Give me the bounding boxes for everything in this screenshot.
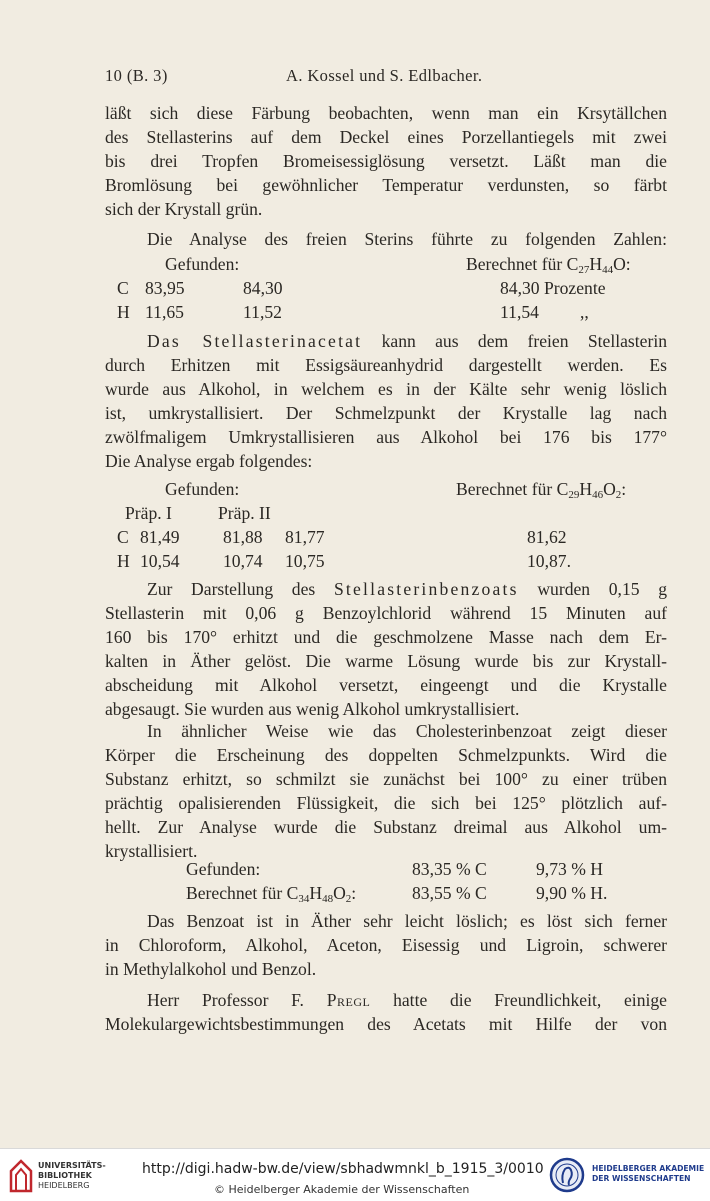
text-line: durch Erhitzen mit Essigsäureanhydrid dargestellt werden. Es bbox=[105, 355, 667, 376]
element-c: C bbox=[117, 278, 129, 298]
value-cell: 83,35 % C bbox=[412, 859, 487, 879]
running-head-authors: A. Kossel und S. Edlbacher. bbox=[286, 66, 483, 85]
academy-seal-icon bbox=[549, 1157, 585, 1193]
element-h: H bbox=[117, 302, 130, 322]
value-cell: 83,95 bbox=[145, 278, 185, 298]
value-cell: 9,90 % H. bbox=[536, 883, 608, 903]
calculated-formula: Berechnet für $C_{34}H_{48}O_2$: bbox=[186, 883, 357, 905]
prep-1-header: Präp. I bbox=[125, 503, 172, 523]
paragraph-1 bbox=[105, 101, 667, 221]
value-cell: 11,65 bbox=[145, 302, 184, 322]
element-c: C bbox=[117, 527, 129, 547]
text-line: bis drei Tropfen Bromeisessiglösung versetzt. Läßt man die bbox=[105, 151, 667, 172]
text-line: abscheidung mit Alkohol versetzt, eingeengt und die Krystalle bbox=[105, 675, 667, 696]
text-line: krystallisiert. bbox=[105, 841, 198, 862]
text-line: 160 bis 170° erhitzt und die geschmolzene Masse nach dem Er- bbox=[105, 627, 667, 648]
text-line: Herr Professor F. Pregl hatte die Freundlichkeit, einige bbox=[147, 990, 667, 1010]
value-cell: 10,54 bbox=[140, 551, 180, 571]
author-name: Pregl bbox=[326, 990, 371, 1010]
text-line: Stellasterin mit 0,06 g Benzoylchlorid während 15 Minuten auf bbox=[105, 603, 667, 624]
text-line: ist, umkrystallisiert. Der Schmelzpunkt der Krystalle lag nach bbox=[105, 403, 667, 424]
text-line: hellt. Zur Analyse wurde die Substanz dreimal aus Alkohol um- bbox=[105, 817, 667, 838]
text-line: Bromlösung bei gewöhnlicher Temperatur verdunsten, so färbt bbox=[105, 175, 667, 196]
calculated-value: 84,30 Prozente bbox=[500, 278, 606, 298]
academy-logo-text: HEIDELBERGER AKADEMIE DER WISSENSCHAFTEN bbox=[592, 1164, 705, 1183]
paragraph-7 bbox=[105, 988, 667, 1036]
text-line: Zur Darstellung des Stellasterinbenzoats wurden 0,15 g bbox=[147, 579, 667, 599]
text-line: sich der Krystall grün. bbox=[105, 199, 263, 220]
calculated-formula: Berechnet für $C_{27}H_{44}O$: bbox=[466, 254, 631, 276]
found-label: Gefunden: bbox=[186, 859, 261, 879]
spaced-term: Stellasterinbenzoats bbox=[333, 579, 519, 599]
text-line: abgesaugt. Sie wurden aus wenig Alkohol umkrystallisiert. bbox=[105, 699, 520, 720]
ditto-mark: ,, bbox=[580, 302, 589, 322]
calculated-formula: Berechnet für $C_{29}H_{46}O_2$: bbox=[456, 479, 627, 501]
text-line: kalten in Äther gelöst. Die warme Lösung wurde bis zur Krystall- bbox=[105, 651, 667, 672]
footer-bar bbox=[0, 1148, 710, 1201]
paragraph-2 bbox=[105, 227, 667, 251]
page-reference: 10 (B. 3) bbox=[105, 66, 168, 85]
university-library-logo-icon bbox=[8, 1157, 34, 1193]
text-line: läßt sich diese Färbung beobachten, wenn man ein Krsytällchen bbox=[105, 103, 667, 123]
prep-2-header: Präp. II bbox=[218, 503, 271, 523]
paragraph-4 bbox=[105, 577, 667, 722]
value-cell: 10,75 bbox=[285, 551, 325, 571]
permalink-url[interactable]: http://digi.hadw-bw.de/view/sbhadwmnkl_b_1915_3/0010 bbox=[142, 1161, 544, 1177]
value-cell: 10,74 bbox=[223, 551, 263, 571]
text-line: Die Analyse des freien Sterins führte zu folgenden Zahlen: bbox=[147, 229, 667, 249]
text-line: wurde aus Alkohol, in welchem es in der Kälte sehr wenig löslich bbox=[105, 379, 667, 400]
copyright-notice: © Heidelberger Akademie der Wissenschaften bbox=[214, 1183, 470, 1196]
text-line: Substanz erhitzt, so schmilzt sie zunächst bei 100° zu einer trüben bbox=[105, 769, 667, 790]
value-cell: 81,49 bbox=[140, 527, 180, 547]
text-line: Das Stellasterinacetat kann aus dem freien Stellasterin bbox=[147, 331, 668, 351]
value-cell: 83,55 % C bbox=[412, 883, 487, 903]
text-line: des Stellasterins auf dem Deckel eines Porzellantiegels mit zwei bbox=[105, 127, 667, 148]
text-line: in Methylalkohol und Benzol. bbox=[105, 959, 317, 980]
found-label: Gefunden: bbox=[165, 479, 240, 499]
text-line: Körper die Erscheinung des doppelten Schmelzpunkts. Wird die bbox=[105, 745, 667, 766]
text-line: In ähnlicher Weise wie das Cholesterinbenzoat zeigt dieser bbox=[147, 721, 667, 741]
text-line: Die Analyse ergab folgendes: bbox=[105, 451, 313, 472]
text-line: in Chloroform, Alkohol, Aceton, Eisessig und Ligroin, schwerer bbox=[105, 935, 667, 956]
text-line: zwölfmaligem Umkrystallisieren aus Alkohol bei 176 bis 177° bbox=[105, 427, 667, 448]
university-library-logo-text: UNIVERSITÄTS- BIBLIOTHEK HEIDELBERG bbox=[38, 1161, 106, 1190]
paragraph-6 bbox=[105, 909, 667, 981]
paragraph-3 bbox=[105, 329, 667, 474]
element-h: H bbox=[117, 551, 130, 571]
calculated-value: 10,87. bbox=[527, 551, 571, 571]
value-cell: 9,73 % H bbox=[536, 859, 603, 879]
value-cell: 81,77 bbox=[285, 527, 325, 547]
found-label: Gefunden: bbox=[165, 254, 240, 274]
value-cell: 84,30 bbox=[243, 278, 283, 298]
calculated-value: 81,62 bbox=[527, 527, 567, 547]
spaced-term: Das Stellasterinacetat bbox=[147, 331, 363, 351]
value-cell: 81,88 bbox=[223, 527, 263, 547]
value-cell: 11,52 bbox=[243, 302, 282, 322]
text-line: prächtig opalisierenden Flüssigkeit, die sich bei 125° plötzlich auf- bbox=[105, 793, 667, 814]
text-line: Das Benzoat ist in Äther sehr leicht löslich; es löst sich ferner bbox=[147, 911, 667, 931]
paragraph-5 bbox=[105, 719, 667, 864]
text-line: Molekulargewichtsbestimmungen des Acetats mit Hilfe der von bbox=[105, 1014, 667, 1035]
calculated-value: 11,54 bbox=[500, 302, 539, 322]
